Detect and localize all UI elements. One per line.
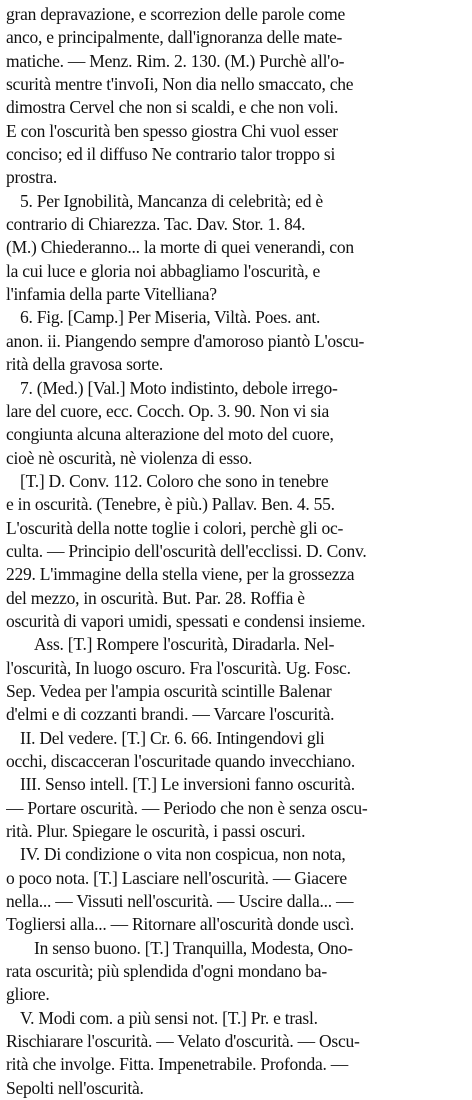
text-line: l'infamia della parte Vitelliana? [6, 284, 217, 305]
text-line: occhi, discacceran l'oscuritade quando invecchiano. [6, 751, 355, 771]
text-line: E con l'oscurità ben spesso giostra Chi vuol esser [6, 120, 338, 141]
text-line: IV. Di condizione o vita non cospicua, non nota, [20, 844, 346, 865]
text-line: In senso buono. [T.] Tranquilla, Modesta, Ono- [34, 937, 353, 958]
text-line: Togliersi alla... — Ritornare all'oscurità donde uscì. [6, 914, 355, 935]
text-line: Ass. [T.] Rompere l'oscurità, Diradarla. Nel- [34, 634, 335, 655]
text-line: congiunta alcuna alterazione del moto del cuore, [6, 424, 334, 445]
text-line: 6. Fig. [Camp.] Per Miseria, Viltà. Poes. ant. [20, 307, 321, 328]
text-line: L'oscurità della notte toglie i colori, perchè gli oc- [6, 517, 344, 538]
text-line: III. Senso intell. [T.] Le inversioni fanno oscurità. [20, 774, 355, 795]
text-line: Sepolti nell'oscurità. [6, 1077, 144, 1098]
text-line: rità della gravosa sorte. [6, 354, 164, 375]
text-line: rità che involge. Fitta. Impenetrabile. Profonda. — [6, 1054, 349, 1075]
text-line: prostra. [6, 167, 57, 188]
text-line: scurità mentre t'invoIi, Non dia nello smaccato, che [6, 74, 354, 95]
text-line: nella... — Vissuti nell'oscurità. — Uscire dalla... — [6, 891, 354, 912]
text-line: del mezzo, in oscurità. But. Par. 28. Roffia è [6, 587, 305, 608]
text-line: gliore. [6, 984, 50, 1005]
text-line: o poco nota. [T.] Lasciare nell'oscurità. — Giacere [6, 867, 347, 888]
text-line: l'oscurità, In luogo oscuro. Fra l'oscurità. Ug. Fosc. [6, 657, 351, 678]
text-line: Sep. Vedea per l'ampia oscurità scintille Balenar [6, 680, 332, 701]
text-line: conciso; ed il diffuso Ne contrario talor troppo si [6, 144, 336, 165]
text-line: (M.) Chiederanno... la morte di quei venerandi, con [6, 237, 354, 258]
text-line: matiche. — Menz. Rim. 2. 130. (M.) Purchè all'o- [6, 50, 345, 71]
text-line: anon. ii. Piangendo sempre d'amoroso piantò L'oscu- [6, 330, 365, 351]
text-line: rità. Plur. Spiegare le oscurità, i passi oscuri. [6, 821, 306, 842]
text-line: Rischiarare l'oscurità. — Velato d'oscurità. — Oscu- [6, 1031, 360, 1052]
text-line: II. Del vedere. [T.] Cr. 6. 66. Intingendovi gli [20, 727, 325, 748]
text-line: cioè nè oscurità, nè violenza di esso. [6, 447, 253, 468]
text-line: culta. — Principio dell'oscurità dell'ecclissi. D. Conv. [6, 540, 367, 561]
text-line: d'elmi e di cozzanti brandi. — Varcare l'oscurità. [6, 704, 335, 725]
text-line: anco, e principalmente, dall'ignoranza delle mate- [6, 27, 343, 48]
text-line: contrario di Chiarezza. Tac. Dav. Stor. 1. 84. [6, 214, 306, 235]
text-line: la cui luce e gloria noi abbagliamo l'oscurità, e [6, 260, 321, 281]
text-line: 5. Per Ignobilità, Mancanza di celebrità; ed è [20, 190, 323, 211]
text-line: dimostra Cervel che non si scaldi, e che non voli. [6, 97, 339, 118]
text-line: rata oscurità; più splendida d'ogni mondano ba- [6, 961, 327, 982]
text-line: oscurità di vapori umidi, spessati e condensi insieme. [6, 610, 366, 631]
text-line: 7. (Med.) [Val.] Moto indistinto, debole irrego- [20, 377, 338, 398]
text-line: [T.] D. Conv. 112. Coloro che sono in tenebre [20, 470, 329, 491]
text-line: lare del cuore, ecc. Cocch. Op. 3. 90. Non vi sia [6, 400, 330, 421]
text-line: e in oscurità. (Tenebre, è più.) Pallav. Ben. 4. 55. [6, 494, 335, 515]
text-line: — Portare oscurità. — Periodo che non è senza oscu- [6, 797, 368, 818]
text-line: 229. L'immagine della stella viene, per la grossezza [6, 564, 355, 585]
text-line: gran depravazione, e scorrezion delle parole come [6, 4, 346, 24]
text-line: V. Modi com. a più sensi not. [T.] Pr. e trasl. [20, 1007, 318, 1028]
text-column [6, 3, 466, 1100]
